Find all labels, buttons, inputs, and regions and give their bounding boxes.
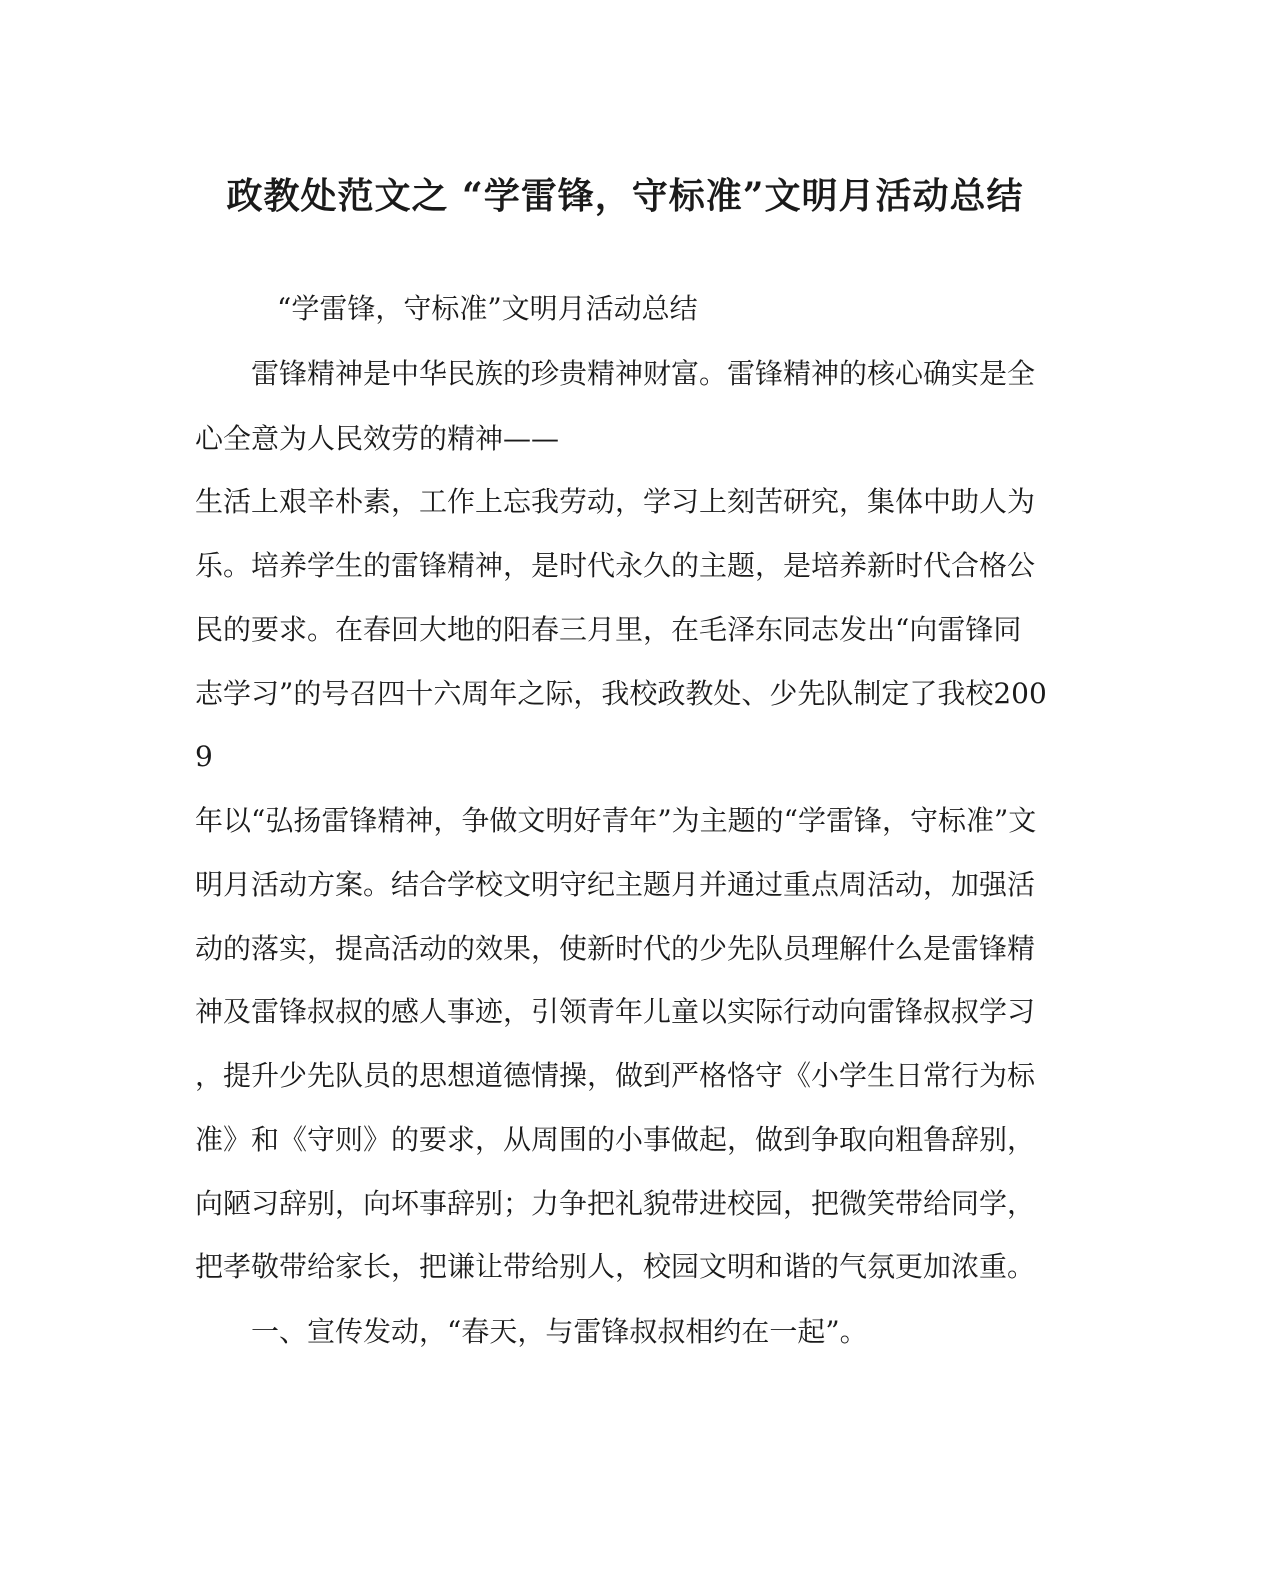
body-line: 生活上艰辛朴素，工作上忘我劳动，学习上刻苦研究，集体中助人为 bbox=[195, 485, 1036, 518]
body-line: 明月活动方案。结合学校文明守纪主题月并通过重点周活动，加强活 bbox=[195, 868, 1036, 901]
subtitle-line: “学雷锋，守标准”文明月活动总结 bbox=[277, 292, 698, 325]
body-line: 把孝敬带给家长，把谦让带给别人，校园文明和谐的气氛更加浓重。 bbox=[195, 1250, 1036, 1283]
body-line: 准》和《守则》的要求，从周围的小事做起，做到争取向粗鲁辞别， bbox=[195, 1123, 1036, 1156]
body-line: 雷锋精神是中华民族的珍贵精神财富。雷锋精神的核心确实是全 bbox=[251, 357, 1036, 390]
body-line: 动的落实，提高活动的效果，使新时代的少先队员理解什么是雷锋精 bbox=[195, 932, 1036, 965]
body-line: 向陋习辞别，向坏事辞别；力争把礼貌带进校园，把微笑带给同学， bbox=[195, 1187, 1036, 1220]
body-line: 民的要求。在春回大地的阳春三月里，在毛泽东同志发出“向雷锋同 bbox=[195, 613, 1022, 646]
body-line: 年以“弘扬雷锋精神，争做文明好青年”为主题的“学雷锋，守标准”文 bbox=[195, 804, 1037, 837]
body-line: ，提升少先队员的思想道德情操，做到严格恪守《小学生日常行为标 bbox=[195, 1059, 1036, 1092]
body-line: 9 bbox=[195, 740, 213, 773]
document-title: 政教处范文之 “学雷锋，守标准”文明月活动总结 bbox=[226, 175, 1024, 217]
body-line: 心全意为人民效劳的精神—— bbox=[195, 422, 560, 455]
body-line: 志学习”的号召四十六周年之际，我校政教处、少先队制定了我校200 bbox=[195, 677, 1047, 710]
section-heading: 一、宣传发动，“春天，与雷锋叔叔相约在一起”。 bbox=[251, 1315, 868, 1348]
body-line: 乐。培养学生的雷锋精神，是时代永久的主题，是培养新时代合格公 bbox=[195, 549, 1036, 582]
body-line: 神及雷锋叔叔的感人事迹，引领青年儿童以实际行动向雷锋叔叔学习 bbox=[195, 995, 1036, 1028]
